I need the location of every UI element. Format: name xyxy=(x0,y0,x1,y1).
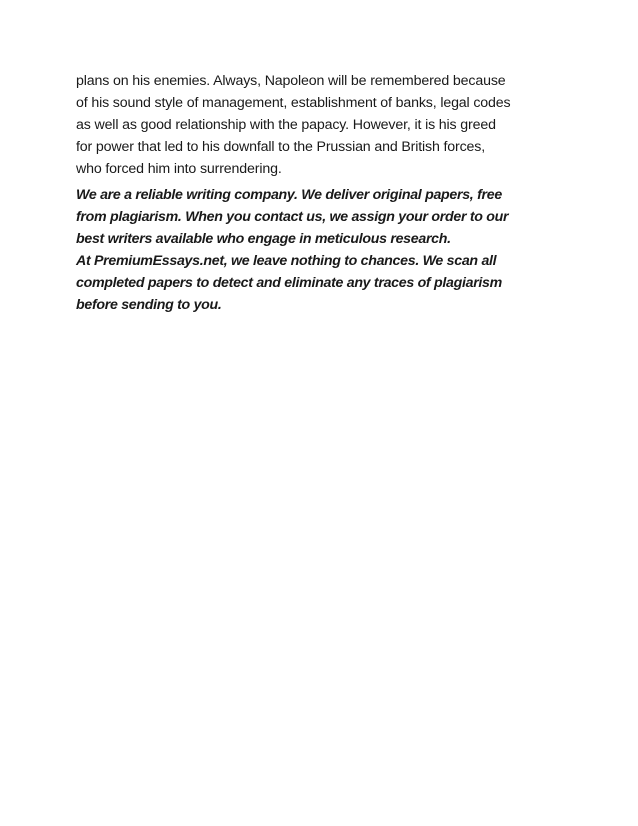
promo-line: We are a reliable writing company. We deliver original papers, free xyxy=(76,187,502,203)
body-line: of his sound style of management, establishment of banks, legal codes xyxy=(76,95,511,111)
body-line: who forced him into surrendering. xyxy=(76,161,282,177)
promo-line: before sending to you. xyxy=(76,297,222,313)
promo-line: completed papers to detect and eliminate any traces of plagiarism xyxy=(76,275,502,291)
promo-paragraph xyxy=(76,184,566,316)
promo-line: best writers available who engage in meticulous research. xyxy=(76,231,451,247)
body-line: plans on his enemies. Always, Napoleon will be remembered because xyxy=(76,73,506,89)
body-line: as well as good relationship with the papacy. However, it is his greed xyxy=(76,117,496,133)
promo-line: At PremiumEssays.net, we leave nothing to chances. We scan all xyxy=(76,253,497,269)
promo-line: from plagiarism. When you contact us, we assign your order to our xyxy=(76,209,509,225)
body-line: for power that led to his downfall to the Prussian and British forces, xyxy=(76,139,486,155)
page-content xyxy=(76,70,566,316)
body-paragraph xyxy=(76,70,566,180)
